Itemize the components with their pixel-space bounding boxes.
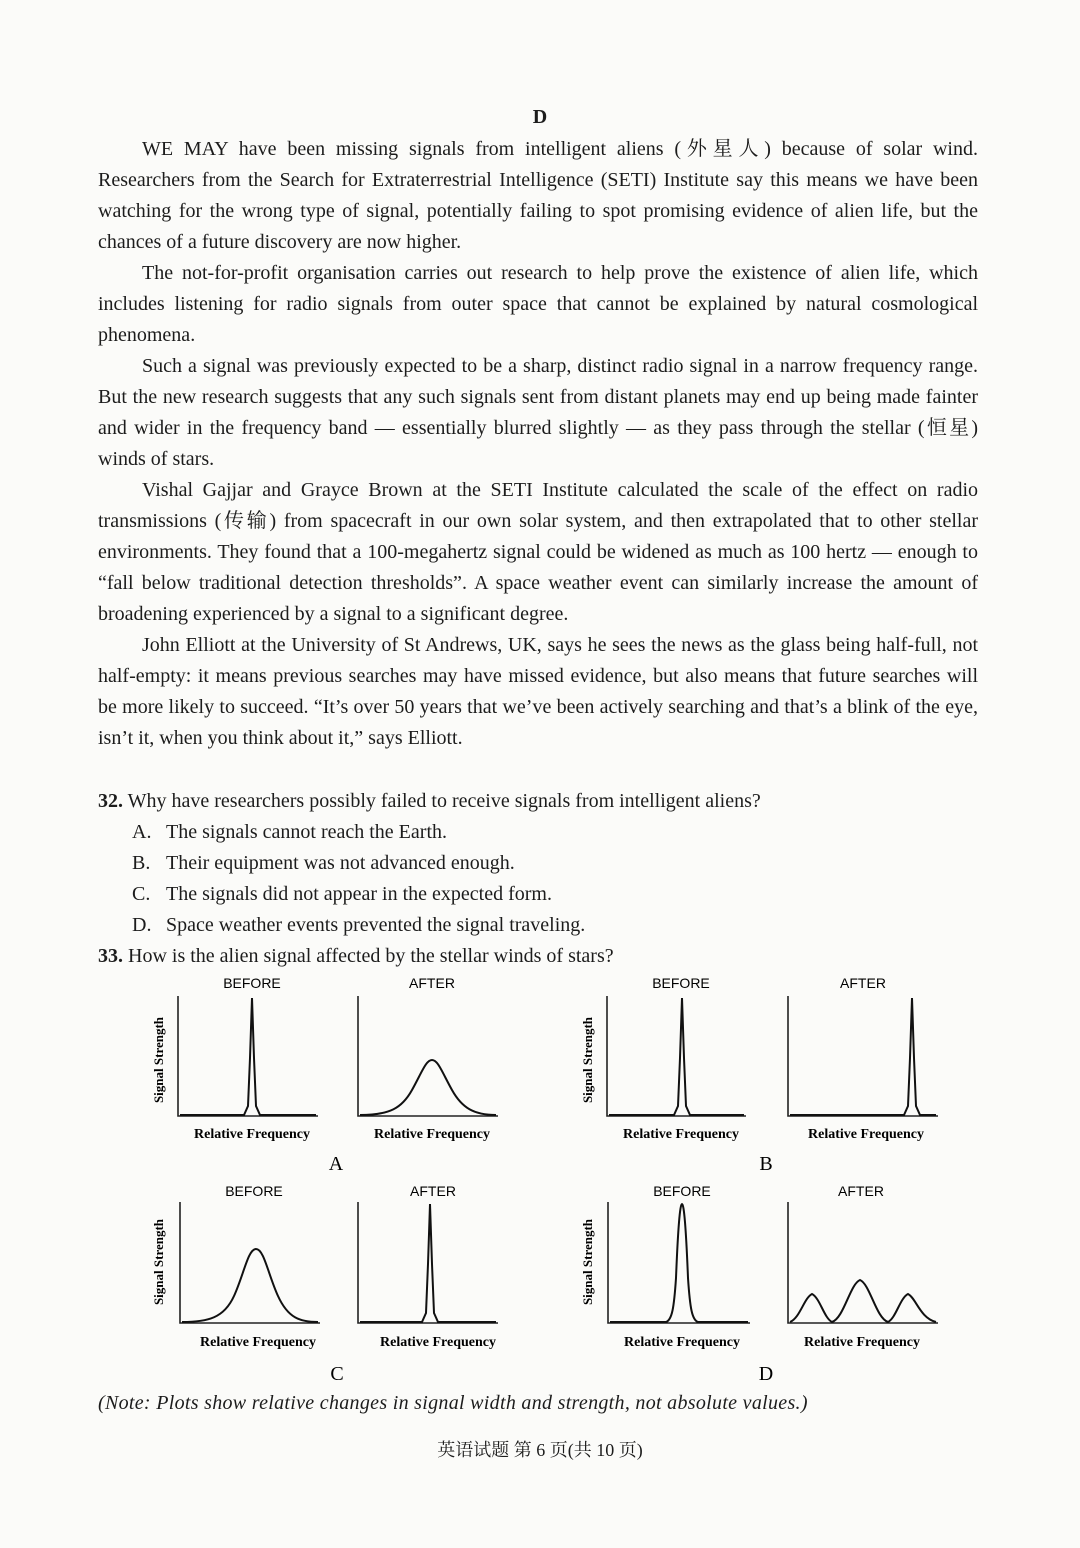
panel-title: AFTER <box>838 1183 884 1199</box>
option-letter: C. <box>132 883 151 905</box>
reading-passage <box>98 134 978 754</box>
option-text: The signals did not appear in the expected form. <box>166 883 552 905</box>
section-title: D <box>532 106 548 128</box>
panel-title: BEFORE <box>225 1183 283 1199</box>
y-axis-label: Signal Strength <box>580 1016 595 1104</box>
question-32 <box>98 786 978 817</box>
axes <box>180 1202 320 1323</box>
paragraph-3: Such a signal was previously expected to be a sharp, distinct radio signal in a narrow frequency range. But the new research suggests that any such signals sent from distant planets may end up being made fainter and wider in the frequency band — essentially blurred slightly — as they pass through the stellar (恒星) winds of stars. <box>98 355 978 470</box>
x-axis-label: Relative Frequency <box>380 1335 496 1350</box>
question-stem: Why have researchers possibly failed to receive signals from intelligent aliens? <box>127 790 761 812</box>
x-axis-label: Relative Frequency <box>374 1127 490 1142</box>
option-text: The signals cannot reach the Earth. <box>166 821 447 843</box>
panel-title: BEFORE <box>223 975 281 991</box>
y-axis-label: Signal Strength <box>580 1218 595 1306</box>
panel-title: AFTER <box>410 1183 456 1199</box>
panel-title: BEFORE <box>652 975 710 991</box>
paragraph-2: The not-for-profit organisation carries out research to help prove the existence of alien life, which includes listening for radio signals from outer space that cannot be explained by natural cosmological phenomena. <box>98 262 978 346</box>
option-a <box>98 817 978 848</box>
option-label: D <box>758 1363 774 1385</box>
figure-option-d <box>580 1183 938 1385</box>
x-axis-label: Relative Frequency <box>194 1127 310 1142</box>
option-label: B <box>759 1153 773 1175</box>
y-axis-label: Signal Strength <box>151 1218 166 1306</box>
option-text: Space weather events prevented the signal traveling. <box>166 914 586 936</box>
option-letter: A. <box>132 821 152 843</box>
signal-curve <box>790 1280 936 1322</box>
x-axis-label: Relative Frequency <box>623 1127 739 1142</box>
signal-curve <box>790 998 936 1115</box>
axes <box>788 1202 938 1323</box>
signal-curve <box>180 998 316 1115</box>
figure-option-b <box>580 975 938 1175</box>
x-axis-label: Relative Frequency <box>624 1335 740 1350</box>
signal-curve <box>609 998 744 1115</box>
panel-title: BEFORE <box>653 1183 711 1199</box>
signal-curve <box>360 1060 496 1115</box>
option-text: Their equipment was not advanced enough. <box>166 852 515 874</box>
option-b <box>98 848 978 879</box>
option-d <box>98 910 978 941</box>
signal-curve <box>360 1204 496 1322</box>
x-axis-label: Relative Frequency <box>804 1335 920 1350</box>
signal-curve <box>610 1204 748 1322</box>
option-label: C <box>330 1363 344 1385</box>
question-number: 33. <box>98 945 123 967</box>
paragraph-5: John Elliott at the University of St Andrews, UK, says he sees the news as the glass being half-full, not half-empty: it means previous searches may have missed evidence, but also means that future searches will be more likely to succeed. “It’s over 50 years that we’ve been actively searching and that’s a blink of the eye, isn’t it, when you think about it,” says Elliott. <box>98 634 978 749</box>
figure-note: (Note: Plots show relative changes in signal width and strength, not absolute values.) <box>98 1392 808 1414</box>
signal-figures <box>140 968 960 1388</box>
x-axis-label: Relative Frequency <box>200 1335 316 1350</box>
panel-title: AFTER <box>840 975 886 991</box>
panel-title: AFTER <box>409 975 455 991</box>
question-number: 32. <box>98 790 123 812</box>
page-footer: 英语试题 第 6 页(共 10 页) <box>437 1440 643 1460</box>
option-letter: D. <box>132 914 152 936</box>
paragraph-1: WE MAY have been missing signals from intelligent aliens (外星人) because of solar wind. Researchers from the Search for Extraterrestrial Intelligence (SETI) Institute say this means we have been watching for the wrong type of signal, potentially failing to spot promising evidence of alien life, but the chances of a future discovery are now higher. <box>98 138 978 253</box>
figure-option-a <box>151 975 498 1175</box>
questions <box>98 786 978 972</box>
axes <box>607 996 746 1116</box>
option-label: A <box>328 1153 344 1175</box>
option-letter: B. <box>132 852 151 874</box>
signal-curve <box>182 1249 318 1322</box>
figure-option-c <box>151 1183 498 1385</box>
y-axis-label: Signal Strength <box>151 1016 166 1104</box>
question-stem: How is the alien signal affected by the stellar winds of stars? <box>128 945 614 967</box>
axes <box>358 996 498 1116</box>
x-axis-label: Relative Frequency <box>808 1127 924 1142</box>
option-c <box>98 879 978 910</box>
paragraph-4: Vishal Gajjar and Grayce Brown at the SETI Institute calculated the scale of the effect on radio transmissions (传输) from spacecraft in our own solar system, and then extrapolated that to other stellar environments. They found that a 100-megahertz signal could be widened as much as 100 hertz — enough to “fall below traditional detection thresholds”. A space weather event can similarly increase the amount of broadening experienced by a signal to a significant degree. <box>98 479 978 625</box>
